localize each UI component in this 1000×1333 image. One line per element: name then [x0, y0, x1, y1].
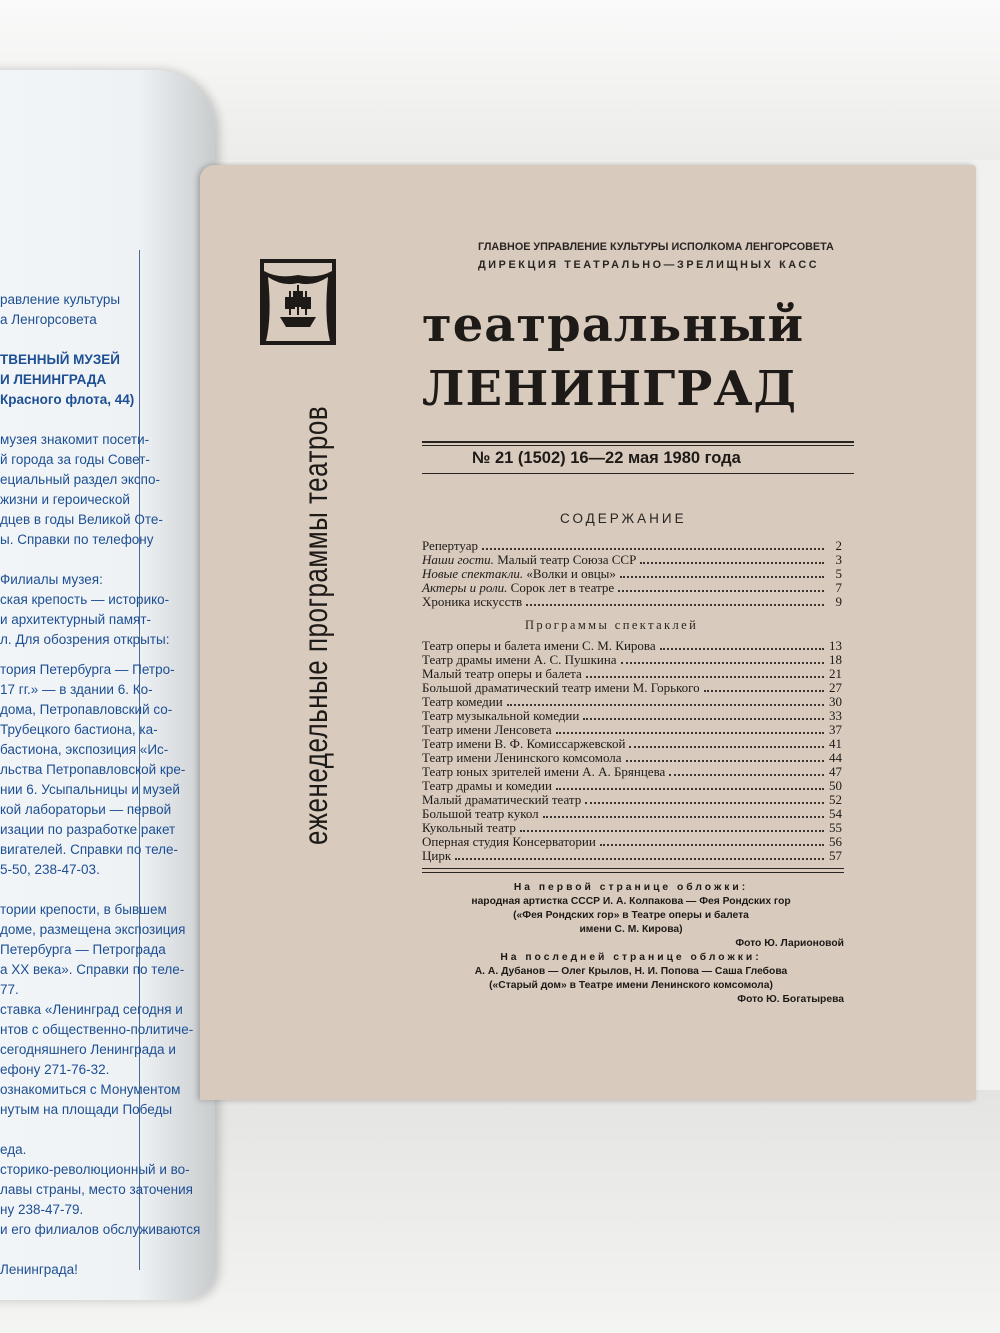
left-page-line: Ленинграда!	[0, 1262, 78, 1277]
left-page-line: изации по разработке ракет	[0, 822, 176, 837]
contents-item-title: Сорок лет в театре	[507, 580, 615, 595]
program-item-page: 50	[829, 778, 842, 793]
program-item-page: 44	[829, 750, 842, 765]
left-page-line: нтов с общественно-политиче-	[0, 1022, 194, 1037]
left-page-line: ы. Справки по телефону	[0, 532, 154, 547]
contents-item	[422, 581, 842, 595]
program-item-label: Театр оперы и балета имени С. М. Кирова	[422, 638, 656, 653]
program-item	[422, 737, 842, 751]
contents-item	[422, 539, 842, 553]
program-item-label: Оперная студия Консерватории	[422, 834, 596, 849]
left-page-line: еда.	[0, 1142, 27, 1157]
contents-item-page: 9	[835, 594, 842, 609]
program-item	[422, 751, 842, 765]
left-page-line: жизни и героической	[0, 492, 130, 507]
magazine-title-line1: театральный	[422, 297, 805, 353]
dot-leader	[704, 690, 824, 692]
dot-leader	[556, 732, 824, 734]
program-item-page: 21	[829, 666, 842, 681]
credit-line: («Фея Рондских гор» в Театре оперы и балета	[513, 910, 749, 921]
left-page-line: Красного флота, 44)	[0, 392, 135, 407]
program-item	[422, 681, 842, 695]
program-item-label: Театр имени Ленсовета	[422, 722, 552, 737]
program-item	[422, 709, 842, 723]
left-page-line: сторико-революционный и во-	[0, 1162, 190, 1177]
credit-heading: На последней странице обложки:	[500, 952, 762, 963]
credit-line: народная артистка СССР И. А. Колпакова — Фея Рондских гор	[471, 896, 791, 907]
program-item	[422, 639, 842, 653]
program-item-page: 54	[829, 806, 842, 821]
magazine-title-line2: ЛЕНИНГРАД	[422, 361, 798, 417]
dot-leader	[620, 576, 824, 578]
contents-item	[422, 595, 842, 609]
photo-credit: Фото Ю. Богатырева	[737, 994, 844, 1005]
issue-info: № 21 (1502) 16—22 мая 1980 года	[472, 449, 741, 467]
divider	[422, 473, 854, 474]
divider	[422, 441, 854, 443]
program-item	[422, 653, 842, 667]
credit-line: («Старый дом» в Театре имени Ленинского комсомола)	[489, 980, 773, 991]
contents-list	[422, 539, 842, 609]
dot-leader	[600, 844, 824, 846]
program-item-page: 52	[829, 792, 842, 807]
left-page-line: нии 6. Усыпальницы и музей	[0, 782, 180, 797]
divider	[422, 872, 844, 873]
credit-line: А. А. Дубанов — Олег Крылов, Н. И. Попова — Саша Глебова	[474, 966, 788, 977]
magazine-cover-page	[200, 165, 976, 1100]
left-page-line	[0, 550, 200, 570]
program-item-page: 57	[829, 848, 842, 863]
left-page-line: вигателей. Справки по теле-	[0, 842, 179, 857]
left-page-line: ТВЕННЫЙ МУЗЕЙ	[0, 352, 120, 367]
program-item	[422, 793, 842, 807]
left-page-line: музея знакомит посети-	[0, 432, 150, 447]
credit-heading: На первой странице обложки:	[513, 882, 749, 893]
left-page-line: доме, размещена экспозиция	[0, 922, 186, 937]
left-page-line: равление культуры	[0, 292, 121, 307]
left-page-line	[0, 1240, 200, 1260]
dot-leader	[556, 788, 824, 790]
program-item-page: 47	[829, 764, 842, 779]
contents-heading: СОДЕРЖАНИЕ	[560, 511, 687, 526]
left-page-line: ознакомиться с Монументом	[0, 1082, 181, 1097]
left-page-line: Петербурга — Петрограда	[0, 942, 166, 957]
program-item-page: 27	[829, 680, 842, 695]
left-page-line: Филиалы музея:	[0, 572, 103, 587]
contents-item	[422, 553, 842, 567]
dot-leader	[482, 548, 824, 550]
contents-item-label	[422, 553, 640, 567]
contents-item-label	[422, 595, 526, 609]
left-page-line: а Ленгорсовета	[0, 312, 97, 327]
contents-item-rubric: Актеры и роли.	[422, 580, 508, 595]
program-item	[422, 695, 842, 709]
left-page-line: И ЛЕНИНГРАДА	[0, 372, 107, 387]
left-page-line: и его филиалов обслуживаются	[0, 1222, 200, 1237]
dot-leader	[586, 676, 824, 678]
left-page-lower-text	[0, 660, 200, 1280]
divider	[422, 445, 854, 446]
program-item-label: Театр драмы и комедии	[422, 778, 552, 793]
dot-leader	[629, 746, 824, 748]
program-item-label: Большой театр кукол	[422, 806, 539, 821]
contents-item-rubric: Наши гости.	[422, 552, 494, 567]
left-page-line	[0, 330, 200, 350]
left-page-line: бастиона, экспозиция «Ис-	[0, 742, 169, 757]
left-page-line: л. Для обозрения открыты:	[0, 632, 170, 647]
dot-leader	[618, 590, 824, 592]
left-page-line: льства Петропавловской кре-	[0, 762, 186, 777]
program-item	[422, 667, 842, 681]
program-item-page: 56	[829, 834, 842, 849]
left-page-line: ну 238-47-79.	[0, 1202, 84, 1217]
program-item-label: Театр имени Ленинского комсомола	[422, 750, 622, 765]
program-item	[422, 835, 842, 849]
dot-leader	[520, 830, 824, 832]
contents-item-page: 5	[835, 566, 842, 581]
contents-item-page: 2	[835, 538, 842, 553]
dot-leader	[621, 662, 824, 664]
left-page-line	[0, 880, 200, 900]
left-page-line: 77.	[0, 982, 19, 997]
program-item-label: Театр драмы имени А. С. Пушкина	[422, 652, 617, 667]
vertical-subtitle: еженедельные программы театров	[296, 405, 335, 845]
dot-leader	[507, 704, 824, 706]
left-page-line: 17 гг.» — в здании 6. Ко-	[0, 682, 153, 697]
left-page-line: кой лабораторьи — первой	[0, 802, 172, 817]
programs-list	[422, 639, 842, 863]
contents-item-label	[422, 581, 618, 595]
dot-leader	[660, 648, 824, 650]
cover-credits	[418, 881, 844, 1007]
left-page-line: ская крепость — историко-	[0, 592, 170, 607]
dot-leader	[626, 760, 824, 762]
program-item-label: Театр комедии	[422, 694, 503, 709]
contents-item-title: «Волки и овцы»	[523, 566, 616, 581]
program-item-label: Театр юных зрителей имени А. А. Брянцева	[422, 764, 666, 779]
dot-leader	[583, 718, 824, 720]
left-page-line: лавы страны, место заточения	[0, 1182, 193, 1197]
dot-leader	[669, 774, 824, 776]
contents-item-label	[422, 539, 482, 553]
program-item	[422, 849, 842, 863]
program-item-label: Кукольный театр	[422, 820, 516, 835]
program-item-page: 37	[829, 722, 842, 737]
left-page-line: 5-50, 238-47-03.	[0, 862, 100, 877]
program-item-page: 33	[829, 708, 842, 723]
left-page-line: и архитектурный памят-	[0, 612, 152, 627]
left-page-line	[0, 1120, 200, 1140]
program-item-label: Малый драматический театр	[422, 792, 582, 807]
publisher-line: ГЛАВНОЕ УПРАВЛЕНИЕ КУЛЬТУРЫ ИСПОЛКОМА ЛЕНГОРСОВЕТА	[478, 241, 834, 253]
dot-leader	[455, 858, 824, 860]
contents-item-title: Репертуар	[422, 538, 478, 553]
dot-leader	[526, 604, 824, 606]
program-item-page: 30	[829, 694, 842, 709]
left-page-line: сегодняшнего Ленинграда и	[0, 1042, 176, 1057]
program-item-label: Театр музыкальной комедии	[422, 708, 580, 723]
left-page-line: й города за годы Совет-	[0, 452, 150, 467]
contents-item	[422, 567, 842, 581]
contents-item-rubric: Новые спектакли.	[422, 566, 524, 581]
credit-line: имени С. М. Кирова)	[579, 924, 683, 935]
left-page-line: а XX века». Справки по теле-	[0, 962, 185, 977]
program-item	[422, 723, 842, 737]
left-page-line: тории крепости, в бывшем	[0, 902, 167, 917]
program-item	[422, 765, 842, 779]
left-page-line: дома, Петропавловский со-	[0, 702, 173, 717]
program-item-label: Малый театр оперы и балета	[422, 666, 582, 681]
contents-item-page: 7	[835, 580, 842, 595]
contents-item-label	[422, 567, 620, 581]
programs-heading: Программы спектаклей	[525, 618, 699, 632]
publisher-line-2: ДИРЕКЦИЯ ТЕАТРАЛЬНО—ЗРЕЛИЩНЫХ КАСС	[478, 259, 820, 271]
left-page-line: ставка «Ленинград сегодня и	[0, 1002, 183, 1017]
left-page-upper-text	[0, 290, 200, 650]
program-item	[422, 779, 842, 793]
program-item-page: 18	[829, 652, 842, 667]
program-item-label: Большой драматический театр имени М. Горького	[422, 680, 700, 695]
program-item-page: 41	[829, 736, 842, 751]
program-item-label: Театр имени В. Ф. Комиссаржевской	[422, 736, 626, 751]
left-page-line: нутым на площади Победы	[0, 1102, 173, 1117]
left-page-line: Трубецкого бастиона, ка-	[0, 722, 158, 737]
contents-item-title: Хроника искусств	[422, 594, 523, 609]
dot-leader	[640, 562, 824, 564]
divider	[422, 868, 844, 869]
program-item	[422, 807, 842, 821]
photo-credit: Фото Ю. Ларионовой	[735, 938, 844, 949]
left-page-line: ефону 271-76-32.	[0, 1062, 110, 1077]
program-item-page: 13	[829, 638, 842, 653]
dot-leader	[585, 802, 824, 804]
theatre-curtain-ship-logo-icon	[258, 257, 338, 347]
contents-item-title: Малый театр Союза ССР	[493, 552, 637, 567]
left-page-line: тория Петербурга — Петро-	[0, 662, 175, 677]
program-item	[422, 821, 842, 835]
left-page-line: ециальный раздел экспо-	[0, 472, 160, 487]
program-item-label: Цирк	[422, 848, 452, 863]
left-page-line: дцев в годы Великой Оте-	[0, 512, 163, 527]
dot-leader	[543, 816, 824, 818]
program-item-page: 55	[829, 820, 842, 835]
left-page-line	[0, 410, 200, 430]
contents-item-page: 3	[835, 552, 842, 567]
